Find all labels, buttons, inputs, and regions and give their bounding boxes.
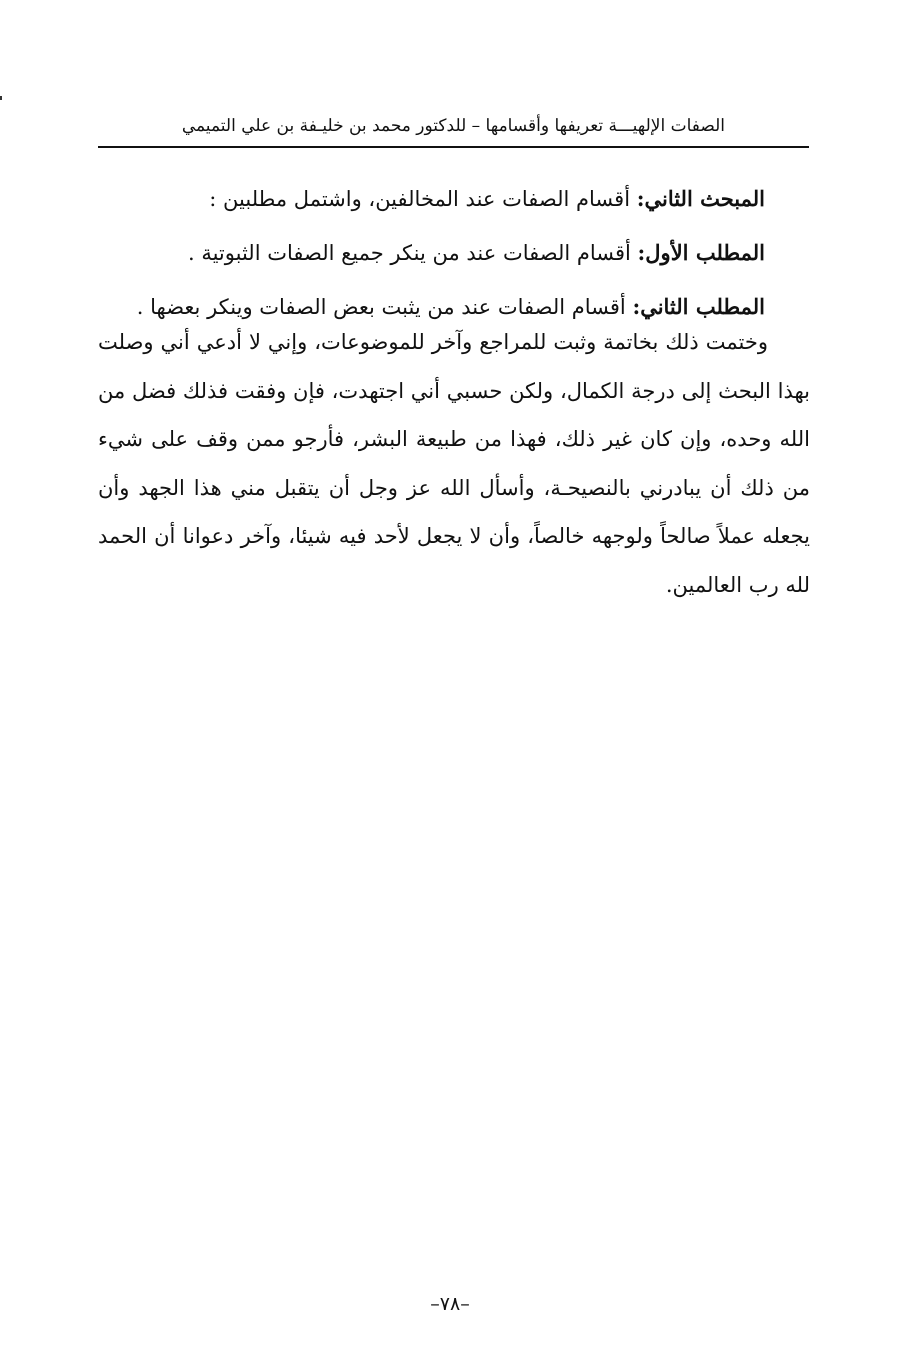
- outline-item-text: أقسام الصفات عند المخالفين، واشتمل مطلبين :: [209, 187, 637, 211]
- outline-item-heading: المطلب الثاني:: [632, 294, 765, 319]
- running-header: الصفات الإلهيـــة تعريفها وأقسامها – للدكتور محمد بن خليـفة بن علي التميمي: [181, 116, 725, 136]
- scan-edge-mark: [0, 96, 2, 100]
- conclusion-text: وختمت ذلك بخاتمة وثبت للمراجع وآخر للموضوعات، وإني لا أدعي أني وصلت بهذا البحث إلى درجة الكمال، ولكن حسبي أني اجتهدت، فإن وفقت فذلك فضل من الله وحده، وإن كان غير ذلك، فهذا من طبيعة البشر، فأرجو ممن وقف على شيء من ذلك أن يبادرني بالنصيحـة، وأسأل الله عز وجل أن يتقبل مني هذا الجهد وأن يجعله عملاً صالحاً ولوجهه خالصاً، وأن لا يجعل لأحد فيه شيئا، وآخر دعوانا أن الحمد لله رب العالمين.: [98, 330, 810, 597]
- outline-item-second-chapter: [200, 172, 765, 226]
- header-rule: [98, 146, 809, 148]
- outline-item-text: أقسام الصفات عند من ينكر جميع الصفات الثبوتية .: [187, 241, 638, 265]
- outline-item-first-section: [187, 226, 765, 280]
- outline-item-text: أقسام الصفات عند من يثبت بعض الصفات وينكر بعضها .: [136, 295, 633, 319]
- page-number: –٧٨–: [430, 1293, 470, 1315]
- conclusion-paragraph: [98, 318, 810, 609]
- outline-item-heading: المطلب الأول:: [637, 240, 765, 265]
- section-outline: [136, 172, 765, 334]
- outline-item-heading: المبحث الثاني:: [636, 186, 765, 211]
